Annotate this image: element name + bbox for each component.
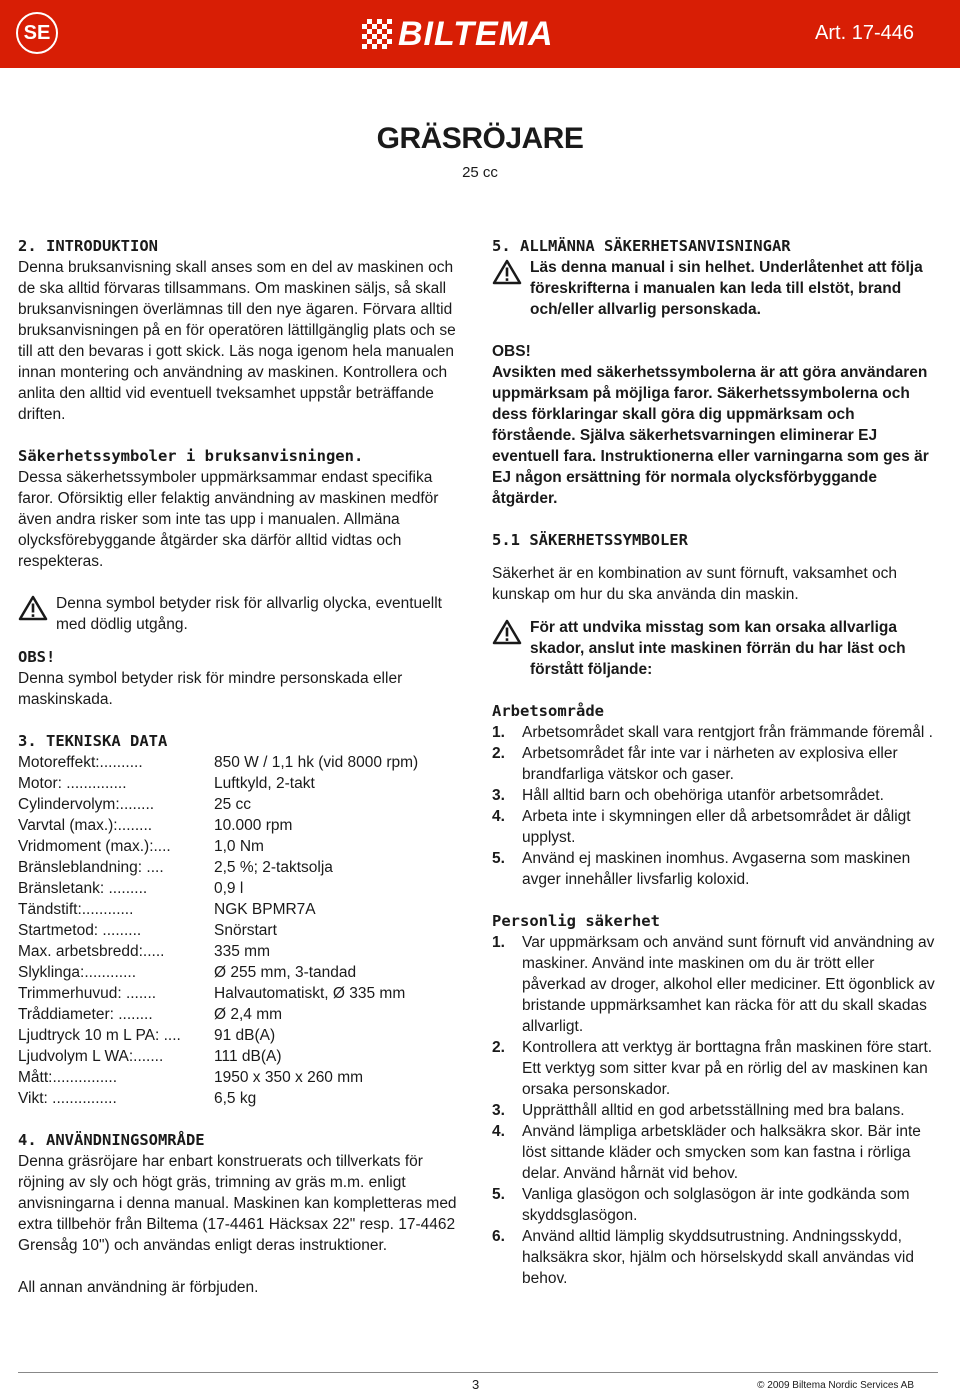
spec-value: Snörstart bbox=[214, 922, 277, 939]
spec-key: Slyklinga:............ bbox=[18, 964, 137, 981]
page-subtitle: 25 cc bbox=[462, 164, 498, 181]
checkered-flag-icon bbox=[362, 19, 392, 49]
copyright: © 2009 Biltema Nordic Services AB bbox=[757, 1380, 914, 1391]
spec-row bbox=[18, 752, 458, 773]
list-item-text: Arbeta inte i skymningen eller då arbetsområdet är dåligt upplyst. bbox=[522, 808, 911, 846]
symbols-warning-row bbox=[492, 617, 940, 680]
list-item: 6. Använd alltid lämplig skyddsutrustning. Andningsskydd, halksäkra skor, hjälm och hörselskydd skall användas vid behov. bbox=[492, 1226, 940, 1289]
spec-key: Bränsleblandning: .... bbox=[18, 859, 164, 876]
list-item-text: Upprätthåll alltid en god arbetsställning med bra balans. bbox=[522, 1102, 905, 1119]
list-item-text: Arbetsområdet får inte var i närheten av explosiva eller brandfarliga vätskor och gaser. bbox=[522, 745, 898, 783]
spec-row bbox=[18, 1067, 458, 1088]
spec-value: Halvautomatiskt, Ø 335 mm bbox=[214, 985, 406, 1002]
spec-row bbox=[18, 962, 458, 983]
footer-divider bbox=[18, 1372, 938, 1373]
personal-safety-list bbox=[492, 932, 940, 1289]
obs-text: Avsikten med säkerhetssymbolerna är att göra användaren uppmärksam på möjliga faror. Säkerhetssymbolerna och dess förklaringar skall göra dig uppmärksam och förstående. Själva säkerhetsvarningen eliminerar EJ eventuell fara. Instruktionerna eller varningarna som ges är EJ någon ersättning för normala olycksförbyggande åtgärder. bbox=[492, 364, 929, 507]
intro-heading: 2. INTRODUKTION bbox=[18, 237, 158, 255]
spec-key: Ljudtryck 10 m L PA: .... bbox=[18, 1027, 181, 1044]
use-heading: 4. ANVÄNDNINGSOMRÅDE bbox=[18, 1131, 205, 1149]
biltema-logo bbox=[362, 12, 554, 56]
spec-key: Trimmerhuvud: ....... bbox=[18, 985, 157, 1002]
spec-key: Tråddiameter: ........ bbox=[18, 1006, 153, 1023]
spec-row bbox=[18, 773, 458, 794]
spec-key: Mått:............... bbox=[18, 1069, 118, 1086]
page-title: GRÄSRÖJARE bbox=[376, 122, 584, 155]
work-area-list bbox=[492, 722, 940, 890]
right-column bbox=[492, 236, 940, 1289]
spec-value: 25 cc bbox=[214, 796, 252, 813]
list-item: 1. Arbetsområdet skall vara rentgjort från främmande föremål . bbox=[492, 724, 933, 741]
list-item: 3. Upprätthåll alltid en god arbetsställning med bra balans. bbox=[492, 1102, 905, 1119]
spec-value: 6,5 kg bbox=[214, 1090, 257, 1107]
spec-value: 10.000 rpm bbox=[214, 817, 293, 834]
personal-safety-heading: Personlig säkerhet bbox=[492, 912, 660, 930]
list-item: 3. Håll alltid barn och obehöriga utanför arbetsområdet. bbox=[492, 787, 884, 804]
spec-key: Bränsletank: ......... bbox=[18, 880, 148, 897]
spec-row bbox=[18, 1004, 458, 1025]
spec-row bbox=[18, 857, 458, 878]
list-item: 5. Använd ej maskinen inomhus. Avgaserna som maskinen avger innehåller livsfarlig koloxid. bbox=[492, 848, 940, 890]
spec-value: NGK BPMR7A bbox=[214, 901, 316, 918]
warning-triangle-icon bbox=[492, 259, 522, 285]
spec-list bbox=[18, 752, 458, 1109]
spec-row bbox=[18, 983, 458, 1004]
spec-key: Cylindervolym:........ bbox=[18, 796, 155, 813]
obs-text: Denna symbol betyder risk för mindre personskada eller maskinskada. bbox=[18, 670, 403, 708]
spec-row bbox=[18, 920, 458, 941]
list-item-text: Arbetsområdet skall vara rentgjort från främmande föremål . bbox=[522, 724, 933, 741]
spec-row bbox=[18, 815, 458, 836]
general-warning-text: Läs denna manual i sin helhet. Underlåtenhet att följa föreskrifterna i manualen kan leda till elstöt, brand och/eller allvarlig personskada. bbox=[530, 259, 923, 318]
use-text: Denna gräsröjare har enbart konstruerats och tillverkats för röjning av sly och högt gräs, trimning av gräs m.m. enligt anvisningarna i denna manual. Maskinen kan kompletteras med extra tillbehör från Biltema (17-4461 Häcksax 22" resp. 17-4462 Grensåg 10") och användas enligt deras instruktioner. bbox=[18, 1153, 457, 1254]
symbols-text: Säkerhet är en kombination av sunt förnuft, vaksamhet och kunskap om hur du ska använda din maskin. bbox=[492, 565, 897, 603]
symbols-text: Dessa säkerhetssymboler uppmärksammar endast specifika faror. Oförsiktig eller felaktig användning av maskinen medför även andra risker som inte tas upp i manualen. Allmäna olycksförebyggande åtgärder ska därför alltid vidtas och respekteras. bbox=[18, 469, 439, 570]
spec-value: Luftkyld, 2-takt bbox=[214, 775, 315, 792]
symbols-warning-text: För att undvika misstag som kan orsaka allvarliga skador, anslut inte maskinen förrän du har läst och förstått följande: bbox=[530, 619, 906, 678]
spec-value: 1950 x 350 x 260 mm bbox=[214, 1069, 364, 1086]
spec-value: 111 dB(A) bbox=[214, 1048, 282, 1065]
spec-key: Ljudvolym L WA:....... bbox=[18, 1048, 164, 1065]
list-item: 2. Kontrollera att verktyg är borttagna från maskinen före start. Ett verktyg som sitter kvar på en rörlig del av maskinen kan orsaka personskador. bbox=[492, 1037, 940, 1100]
spec-row bbox=[18, 941, 458, 962]
list-item-text: Håll alltid barn och obehöriga utanför arbetsområdet. bbox=[522, 787, 884, 804]
list-item: 4. Arbeta inte i skymningen eller då arbetsområdet är dåligt upplyst. bbox=[492, 806, 940, 848]
spec-row bbox=[18, 1046, 458, 1067]
intro-text: Denna bruksanvisning skall anses som en del av maskinen och de ska alltid förvaras tillsammans. Om maskinen säljs, så skall bruksanvisningen överlämnas till den nye ägaren. Förvara alltid bruksanvisningen på en för operatören lättillgänglig plats och se till att den bevaras i gott skick. Läs noga igenom hela manualen innan montering och användning av maskinen. Kontrollera och anlita den alltid vid eventuell tveksamhet uppstår beträffande driften. bbox=[18, 259, 456, 423]
spec-key: Vikt: ............... bbox=[18, 1090, 117, 1107]
spec-value: 0,9 l bbox=[214, 880, 244, 897]
obs-heading: OBS! bbox=[492, 343, 531, 360]
spec-row bbox=[18, 878, 458, 899]
work-area-heading: Arbetsområde bbox=[492, 702, 604, 720]
spec-value: Ø 255 mm, 3-tandad bbox=[214, 964, 357, 981]
list-item-text: Var uppmärksam och använd sunt förnuft vid användning av maskiner. Använd inte maskinen om du är trött eller påverkad av droger, alkohol eller mediciner. Ett ögonblick av bristande uppmärksamhet kan räcka för att du skall skadas allvarligt. bbox=[522, 934, 935, 1035]
spec-value: 850 W / 1,1 hk (vid 8000 rpm) bbox=[214, 754, 419, 771]
brand-name: BILTEMA bbox=[398, 14, 554, 53]
spec-value: 1,0 Nm bbox=[214, 838, 264, 855]
list-item: 5. Vanliga glasögon och solglasögon är inte godkända som skyddsglasögon. bbox=[492, 1184, 940, 1226]
list-item: 4. Använd lämpliga arbetskläder och halksäkra skor. Bär inte löst sittande kläder och smycken som kan fastna i rörliga delar. Använd hårnät vid behov. bbox=[492, 1121, 940, 1184]
list-item: 1. Var uppmärksam och använd sunt förnuft vid användning av maskiner. Använd inte maskinen om du är trött eller påverkad av droger, alkohol eller mediciner. Ett ögonblick av bristande uppmärksamhet kan räcka för att du skall skadas allvarligt. bbox=[492, 932, 940, 1037]
warning-text: Denna symbol betyder risk för allvarlig olycka, eventuellt med dödlig utgång. bbox=[56, 595, 442, 633]
language-badge: SE bbox=[16, 12, 58, 54]
general-warning-row bbox=[492, 257, 940, 320]
list-item-text: Använd lämpliga arbetskläder och halksäkra skor. Bär inte löst sittande kläder och smycken som kan fastna i rörliga delar. Använd hårnät vid behov. bbox=[522, 1123, 921, 1182]
spec-value: 2,5 %; 2-taktsolja bbox=[214, 859, 333, 876]
warning-triangle-icon bbox=[492, 619, 522, 645]
list-item-text: Kontrollera att verktyg är borttagna från maskinen före start. Ett verktyg som sitter kvar på en rörlig del av maskinen kan orsaka personskador. bbox=[522, 1039, 933, 1098]
warning-triangle-icon bbox=[18, 595, 48, 621]
left-column bbox=[18, 236, 458, 1298]
article-number: Art. 17-446 bbox=[815, 22, 914, 44]
spec-value: 91 dB(A) bbox=[214, 1027, 276, 1044]
use-text-forbidden: All annan användning är förbjuden. bbox=[18, 1279, 259, 1296]
symbols-heading: Säkerhetssymboler i bruksanvisningen. bbox=[18, 447, 364, 465]
spec-row bbox=[18, 1025, 458, 1046]
spec-key: Motoreffekt:.......... bbox=[18, 754, 143, 771]
spec-key: Vridmoment (max.):.... bbox=[18, 838, 171, 855]
symbols-heading: 5.1 SÄKERHETSSYMBOLER bbox=[492, 531, 688, 549]
page-number: 3 bbox=[472, 1377, 480, 1392]
spec-value: 335 mm bbox=[214, 943, 270, 960]
spec-key: Motor: .............. bbox=[18, 775, 127, 792]
list-item-text: Vanliga glasögon och solglasögon är inte godkända som skyddsglasögon. bbox=[522, 1186, 910, 1224]
general-safety-heading: 5. ALLMÄNNA SÄKERHETSANVISNINGAR bbox=[492, 237, 791, 255]
tech-heading: 3. TEKNISKA DATA bbox=[18, 732, 168, 750]
spec-key: Varvtal (max.):........ bbox=[18, 817, 153, 834]
spec-key: Max. arbetsbredd:..... bbox=[18, 943, 165, 960]
spec-key: Startmetod: ......... bbox=[18, 922, 142, 939]
warning-row bbox=[18, 593, 458, 635]
spec-row bbox=[18, 836, 458, 857]
obs-heading: OBS! bbox=[18, 648, 56, 666]
list-item-text: Använd ej maskinen inomhus. Avgaserna som maskinen avger innehåller livsfarlig koloxid. bbox=[522, 850, 911, 888]
header-bar bbox=[0, 0, 960, 68]
list-item: 2. Arbetsområdet får inte var i närheten av explosiva eller brandfarliga vätskor och gaser. bbox=[492, 743, 940, 785]
spec-value: Ø 2,4 mm bbox=[214, 1006, 283, 1023]
list-item-text: Använd alltid lämplig skyddsutrustning. Andningsskydd, halksäkra skor, hjälm och hörselskydd skall användas vid behov. bbox=[522, 1228, 914, 1287]
spec-row bbox=[18, 899, 458, 920]
spec-key: Tändstift:............ bbox=[18, 901, 134, 918]
spec-row bbox=[18, 794, 458, 815]
spec-row bbox=[18, 1088, 458, 1109]
